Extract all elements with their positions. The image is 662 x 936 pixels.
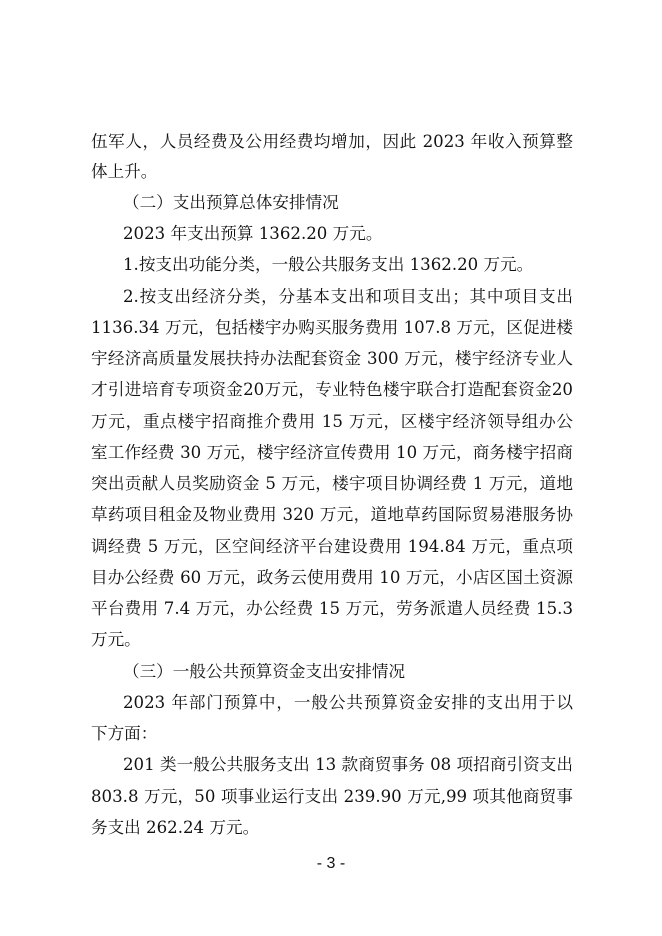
text-line: 万元，重点楼宇招商推介费用 15 万元，区楼宇经济领导组办公 [91, 412, 573, 431]
text-line: 2023 年支出预算 1362.20 万元。 [123, 224, 383, 243]
text-line: 下方面： [91, 724, 158, 743]
text-line: 宇经济高质量发展扶持办法配套资金 300 万元，楼宇经济专业人 [91, 349, 573, 368]
text-line: 万元。 [91, 630, 141, 649]
text-line: 伍军人，人员经费及公用经费均增加，因此 2023 年收入预算整 [91, 132, 573, 151]
text-line: 才引进培育专项资金20万元，专业特色楼宇联合打造配套资金20 [91, 380, 573, 399]
section-heading: （二）支出预算总体安排情况 [123, 193, 339, 212]
text-line: 务支出 262.24 万元。 [91, 818, 260, 837]
text-line: 草药项目租金及物业费用 320 万元，道地草药国际贸易港服务协 [91, 505, 573, 524]
text-line: 突出贡献人员奖励资金 5 万元，楼宇项目协调经费 1 万元，道地 [91, 474, 573, 493]
text-line: 1.按支出功能分类，一般公共服务支出 1362.20 万元。 [123, 255, 534, 274]
text-line: 2023 年部门预算中，一般公共预算资金安排的支出用于以 [123, 693, 573, 712]
text-line: 调经费 5 万元，区空间经济平台建设费用 194.84 万元，重点项 [91, 537, 573, 556]
page-number: - 3 - [316, 855, 346, 872]
text-line: 2.按支出经济分类，分基本支出和项目支出；其中项目支出 [123, 287, 573, 306]
text-line: 平台费用 7.4 万元，办公经费 15 万元，劳务派遣人员经费 15.3 [91, 599, 573, 618]
text-line: 室工作经费 30 万元，楼宇经济宣传费用 10 万元，商务楼宇招商 [91, 443, 573, 462]
text-line: 803.8 万元，50 项事业运行支出 239.90 万元,99 项其他商贸事 [91, 787, 573, 806]
text-line: 目办公经费 60 万元，政务云使用费用 10 万元，小店区国土资源 [91, 568, 573, 587]
section-heading: （三）一般公共预算资金支出安排情况 [123, 662, 406, 681]
text-line: 体上升。 [91, 162, 158, 181]
text-line: 201 类一般公共服务支出 13 款商贸事务 08 项招商引资支出 [123, 755, 573, 774]
text-line: 1136.34 万元，包括楼宇办购买服务费用 107.8 万元，区促进楼 [91, 318, 573, 337]
